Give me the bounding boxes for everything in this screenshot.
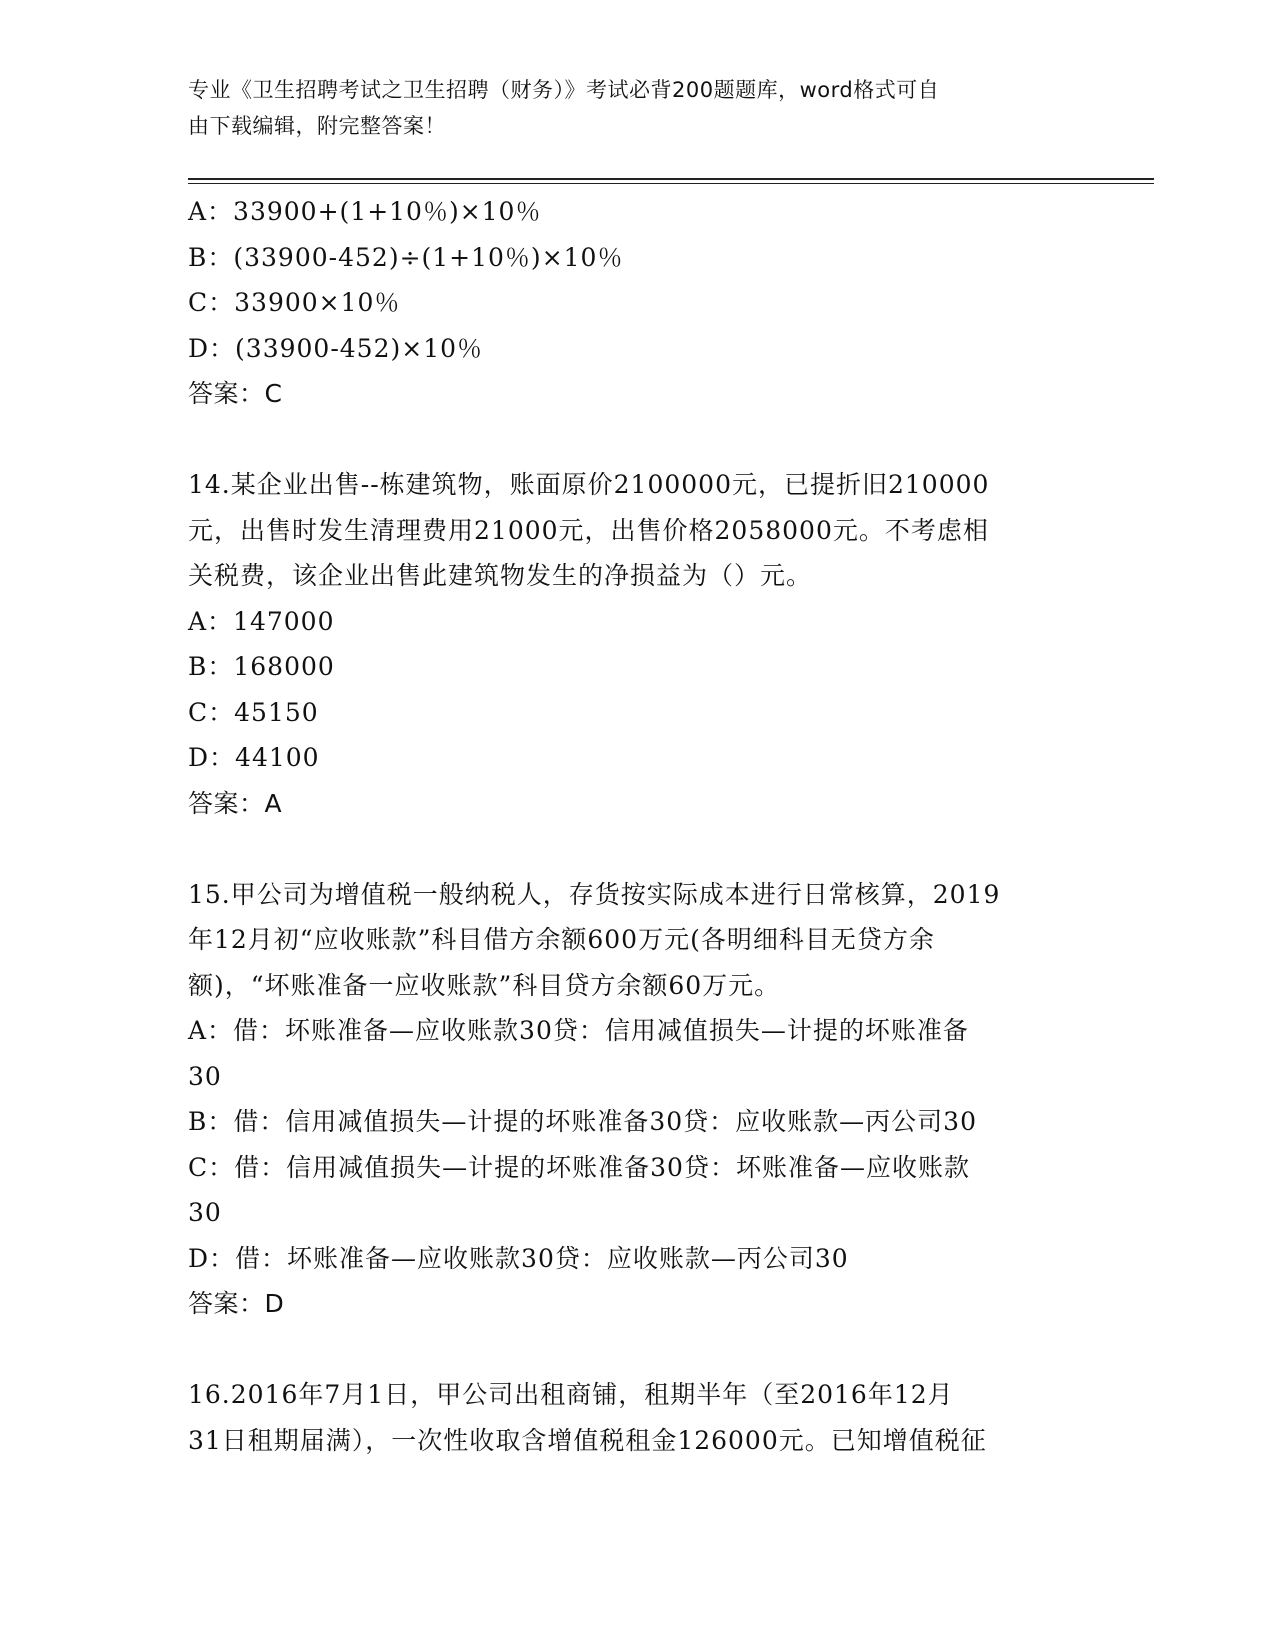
question-16-block [188,1372,1088,1463]
q13-option-c: C：33900×10％ [188,288,401,317]
q15-stem-line-3: 额)，“坏账准备一应收账款”科目贷方余额60万元。 [188,970,781,1000]
question-14-block [188,462,1088,826]
question-15-block [188,872,1088,1327]
q13-answer: 答案：C [188,379,283,408]
header-divider-thin [188,183,1154,184]
q13-option-a: A：33900+(1+10％)×10％ [188,197,542,226]
header-line-1: 专业《卫生招聘考试之卫生招聘（财务）》考试必背200题题库，word格式可自 [188,78,940,102]
question-content [188,189,1088,1463]
q15-stem-line-1: 15.甲公司为增值税一般纳税人，存货按实际成本进行日常核算，2019 [188,879,1001,909]
document-header [188,72,1068,144]
q15-option-d: D：借：坏账准备—应收账款30贷：应收账款—丙公司30 [188,1243,849,1273]
header-line-2: 由下载编辑，附完整答案！ [188,114,446,138]
header-divider-thick [188,178,1154,180]
q13-option-b: B：(33900-452)÷(1+10％)×10％ [188,242,624,272]
q15-option-a-line-2: 30 [188,1061,222,1091]
q14-stem-line-1: 14.某企业出售--栋建筑物，账面原价2100000元，已提折旧210000 [188,470,990,499]
spacer [188,1327,1088,1373]
q14-answer: 答案：A [188,788,283,818]
q16-stem-line-1: 16.2016年7月1日，甲公司出租商铺，租期半年（至2016年12月 [188,1380,954,1409]
q15-option-b: B：借：信用减值损失—计提的坏账准备30贷：应收账款—丙公司30 [188,1107,977,1136]
spacer [188,826,1088,872]
q14-option-c: C：45150 [188,697,319,727]
q14-stem-line-2: 元，出售时发生清理费用21000元，出售价格2058000元。不考虑相 [188,515,989,545]
q14-option-d: D：44100 [188,743,320,772]
q15-option-c-line-2: 30 [188,1198,222,1227]
spacer [188,417,1088,463]
q13-option-d: D：(33900-452)×10％ [188,333,484,363]
q14-stem-line-3: 关税费，该企业出售此建筑物发生的净损益为（）元。 [188,561,813,590]
q15-option-a-line-1: A：借：坏账准备—应收账款30贷：信用减值损失—计提的坏账准备 [188,1016,969,1045]
q16-stem-line-2: 31日租期届满），一次性收取含增值税租金126000元。已知增值税征 [188,1425,987,1455]
q15-answer: 答案：D [188,1289,285,1318]
q15-option-c-line-1: C：借：信用减值损失—计提的坏账准备30贷：坏账准备—应收账款 [188,1152,970,1182]
question-13-block [188,189,1088,417]
q15-stem-line-2: 年12月初“应收账款”科目借方余额600万元(各明细科目无贷方余 [188,925,935,954]
q14-option-a: A：147000 [188,606,335,636]
q14-option-b: B：168000 [188,652,335,681]
